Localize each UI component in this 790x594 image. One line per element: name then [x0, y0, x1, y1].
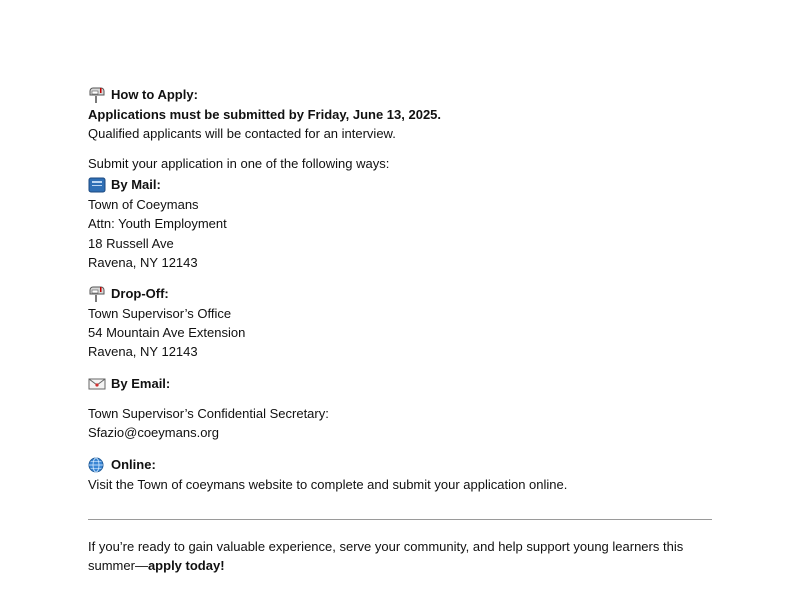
drop-off-address-line: Ravena, NY 12143	[88, 344, 198, 359]
online-heading	[88, 456, 156, 473]
drop-off-address-line: 54 Mountain Ave Extension	[88, 325, 246, 340]
mail-address-line: Attn: Youth Employment	[88, 216, 227, 231]
drop-off-address-line: Town Supervisor’s Office	[88, 306, 232, 321]
drop-off-title: Drop-Off:	[111, 286, 169, 301]
mail-address-line: Ravena, NY 12143	[88, 255, 198, 270]
email-address[interactable]: Sfazio@coeymans.org	[88, 425, 219, 440]
how-to-apply-heading	[88, 86, 198, 103]
mail-address-line: Town of Coeymans	[88, 197, 199, 212]
by-mail-title: By Mail:	[111, 177, 161, 192]
horizontal-divider	[88, 519, 712, 520]
closing-emphasis: apply today!	[147, 558, 225, 573]
by-email-title: By Email:	[111, 376, 171, 391]
drop-off-heading	[88, 285, 169, 302]
mailbox-icon	[88, 87, 106, 103]
email-recipient: Town Supervisor’s Confidential Secretary:	[88, 406, 329, 421]
application-deadline: Applications must be submitted by Friday, June 13, 2025.	[88, 107, 442, 122]
closing-paragraph	[88, 537, 712, 575]
mail-address-line: 18 Russell Ave	[88, 236, 174, 251]
mailbox-icon	[88, 177, 106, 193]
globe-icon	[88, 457, 106, 473]
envelope-icon	[88, 376, 106, 392]
online-instructions: Visit the Town of coeymans website to complete and submit your application online.	[88, 477, 568, 492]
submission-intro: Submit your application in one of the following ways:	[88, 156, 390, 171]
interview-note: Qualified applicants will be contacted for an interview.	[88, 126, 396, 141]
closing-text: If you’re ready to gain valuable experience, serve your community, and help support young learners this summer—	[88, 539, 684, 573]
by-mail-heading	[88, 176, 161, 193]
by-email-heading	[88, 375, 170, 392]
online-title: Online:	[111, 457, 156, 472]
mailbox-icon	[88, 286, 106, 302]
how-to-apply-title: How to Apply:	[111, 87, 198, 102]
